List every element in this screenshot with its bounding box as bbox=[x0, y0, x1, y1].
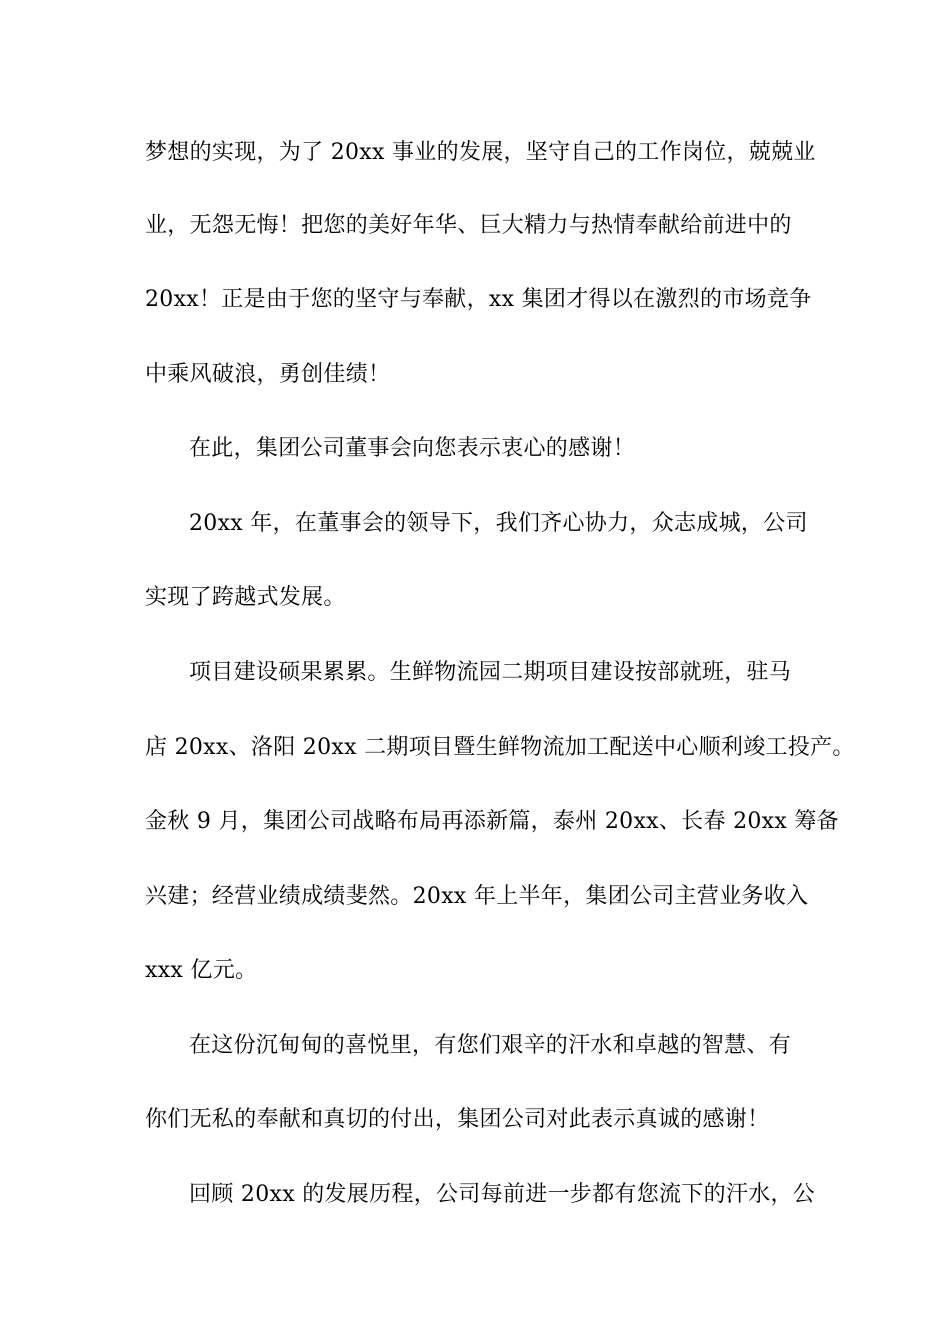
text-line-11: 兴建；经营业绩成绩斐然。20xx 年上半年，集团公司主营业务收入 bbox=[145, 884, 809, 909]
text-line-15: 回顾 20xx 的发展历程，公司每前进一步都有您流下的汗水，公 bbox=[189, 1182, 816, 1207]
text-line-9: 店 20xx、洛阳 20xx 二期项目暨生鲜物流加工配送中心顺利竣工投产。 bbox=[145, 735, 855, 760]
text-line-14: 你们无私的奉献和真切的付出，集团公司对此表示真诚的感谢！ bbox=[145, 1107, 770, 1132]
text-line-7: 实现了跨越式发展。 bbox=[145, 585, 346, 610]
text-line-8: 项目建设硕果累累。生鲜物流园二期项目建设按部就班，驻马 bbox=[189, 660, 792, 685]
text-line-2: 业，无怨无悔！把您的美好年华、巨大精力与热情奉献给前进中的 bbox=[145, 213, 792, 238]
text-line-1: 梦想的实现，为了 20xx 事业的发展，坚守自己的工作岗位，兢兢业 bbox=[145, 140, 816, 165]
text-line-10: 金秋 9 月，集团公司战略布局再添新篇，泰州 20xx、长春 20xx 筹备 bbox=[145, 809, 839, 834]
text-line-4: 中乘风破浪，勇创佳绩！ bbox=[145, 362, 391, 387]
text-line-13: 在这份沉甸甸的喜悦里，有您们艰辛的汗水和卓越的智慧、有 bbox=[189, 1033, 792, 1058]
text-line-6: 20xx 年，在董事会的领导下，我们齐心协力，众志成城，公司 bbox=[189, 511, 808, 536]
text-line-5: 在此，集团公司董事会向您表示衷心的感谢！ bbox=[189, 436, 636, 461]
text-line-12: xxx 亿元。 bbox=[145, 958, 258, 983]
text-line-3: 20xx！正是由于您的坚守与奉献，xx 集团才得以在激烈的市场竞争 bbox=[145, 287, 812, 312]
